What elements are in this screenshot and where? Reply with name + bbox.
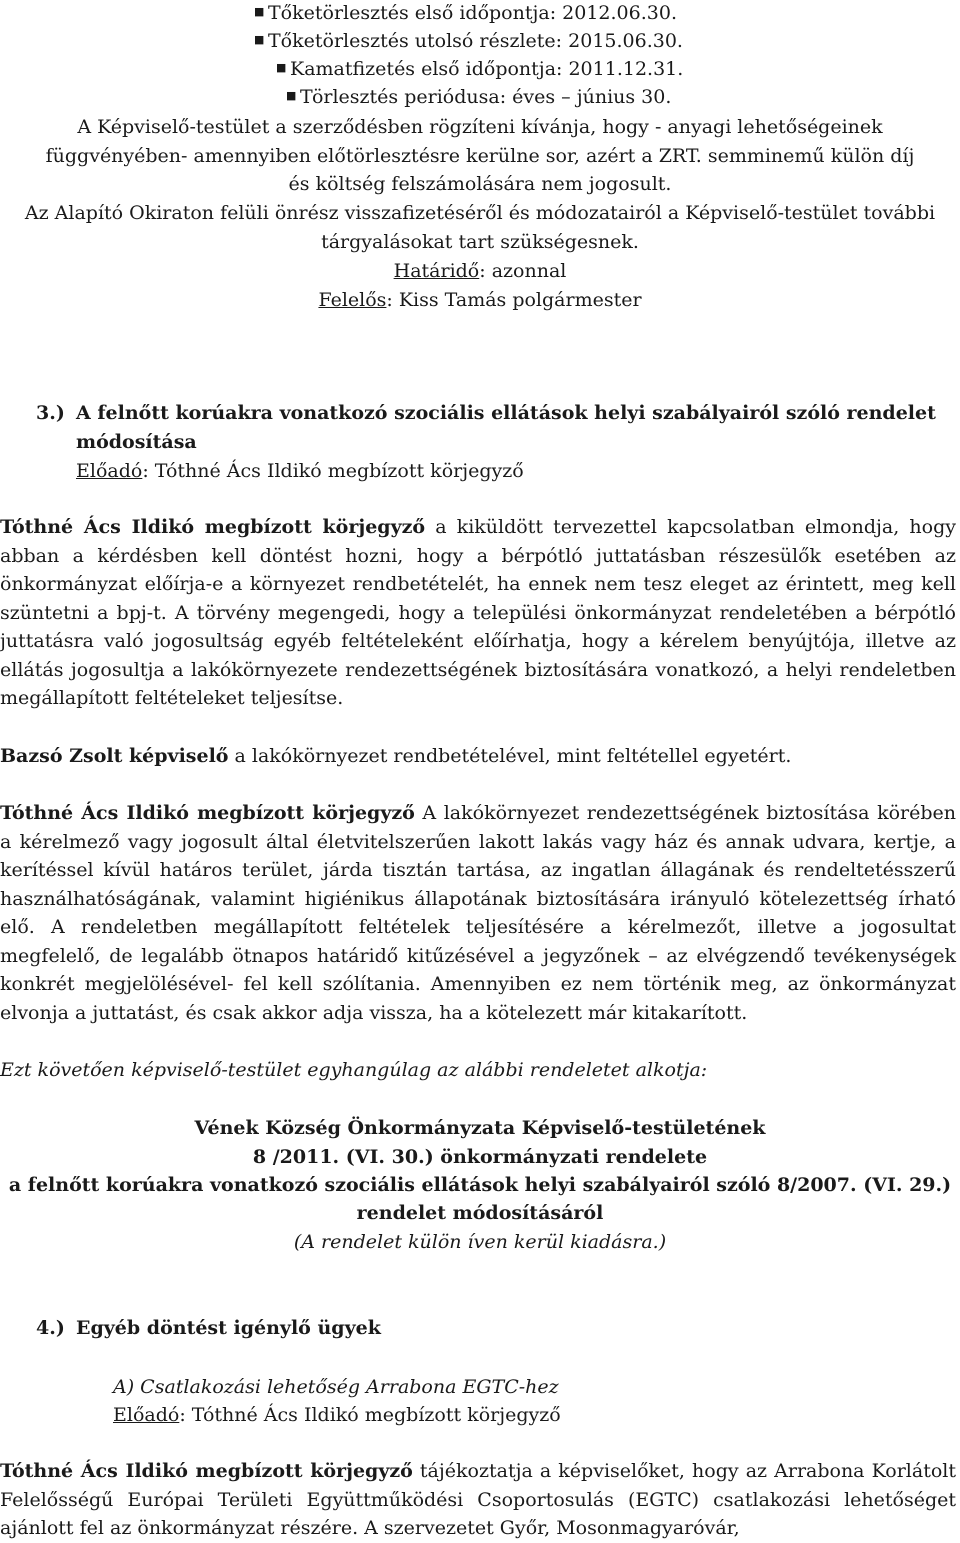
- bullet-label: Tőketörlesztés utolsó részlete:: [268, 30, 563, 52]
- paragraph-text: a kiküldött tervezettel kapcsolatban elmondja, hogy abban a kérdésben kell döntést hozni, hogy a bérpótló juttatásban részesülők esetében az önkormányzat előírja-e a környezet rendbetételét, ha ennek nem tesz eleget az érintett, meg kell szüntetni a bpj-t. A törvény megengedi, hogy a települési önkormányzat rendeletében a bérpótló juttatásra való jogosultság egyéb feltételeként előírhatja, hogy a kérelem benyújtója, illetve az ellátás jogosultja a lakókörnyezete rendezettségének biztosítására vonatkozó, a helyi rendeletben megállapított feltételeket teljesítse.: [0, 516, 956, 709]
- speaker-name: Tóthné Ács Ildikó megbízott körjegyző: [0, 802, 415, 824]
- paragraph-text: a lakókörnyezet rendbetételével, mint feltétellel egyetért.: [228, 745, 792, 767]
- decision-intro: Ezt követően képviselő-testület egyhangúlag az alábbi rendeletet alkotja:: [0, 1059, 708, 1081]
- bullet-item: [290, 56, 683, 82]
- paragraph-text: A lakókörnyezet rendezettségének biztosítása körében a kérelmező vagy jogosult által életvitelszerűen lakott lakás vagy ház és annak udvara, kertje, a kerítéssel kívül határos terület, járda tisztán tartása, az ingatlan állagának és rendeltetésszerű használhatóságának, valamint higiénikus állapotának biztosítására irányuló kötelezettség írható elő. A rendeletben megállapított feltételek teljesítésére a kérelmezőt, illetve a jogosultat megfelelő, de legalább ötnapos határidő kitűzésével a jegyzőnek – az elvégzendő tevékenységek konkrét megjelölésével- fel kell szólítania. Amennyiben ez nem történik meg, az önkormányzat elvonja a juttatást, és csak akkor adja vissza, ha a kötelezett már kitakarított.: [0, 802, 956, 1024]
- section3-title-line1: A felnőtt korúakra vonatkozó szociális ellátások helyi szabályairól szóló rendelet: [76, 402, 936, 424]
- regulation-title-line1: Vének Község Önkormányzata Képviselő-testületének: [194, 1117, 766, 1139]
- regulation-note: (A rendelet külön íven kerül kiadásra.): [293, 1231, 667, 1253]
- speaker-name: Tóthné Ács Ildikó megbízott körjegyző: [0, 1460, 413, 1482]
- section3-title: [76, 399, 956, 456]
- paragraph-text: tájékoztatja a képviselőket, hogy az Arrabona Korlátolt Felelősségű Európai Területi Együttműködési Csoportosulás (EGTC) csatlakozási lehetőséget ajánlott fel az önkormányzat részére. A szervezetet Győr, Mosonmagyaróvár,: [0, 1460, 956, 1539]
- bullet-label: Kamatfizetés első időpontja:: [290, 58, 563, 80]
- speaker-name: Bazsó Zsolt képviselő: [0, 745, 229, 767]
- deadline-line: [0, 257, 960, 286]
- presenter-label: Előadó: [113, 1404, 180, 1426]
- section4-title: Egyéb döntést igénylő ügyek: [76, 1317, 381, 1339]
- speaker-name: Tóthné Ács Ildikó megbízott körjegyző: [0, 516, 426, 538]
- bullet-item: [268, 28, 683, 54]
- bullet-label: Tőketörlesztés első időpontja:: [268, 2, 557, 24]
- responsible-label: Felelős: [318, 289, 387, 311]
- section3-paragraph-3: [0, 799, 956, 1027]
- regulation-title-line3: a felnőtt korúakra vonatkozó szociális ellátások helyi szabályairól szóló 8/2007. (VI. 29.): [8, 1174, 952, 1196]
- section4-presenter: [113, 1401, 561, 1430]
- bullet-value: éves – június 30.: [512, 86, 672, 108]
- bullet-value: 2015.06.30.: [568, 30, 683, 52]
- bullet-item: [300, 84, 671, 110]
- section3-presenter: [76, 457, 524, 486]
- presenter-value: : Tóthné Ács Ildikó megbízott körjegyző: [142, 460, 524, 482]
- section3-paragraph-1: [0, 513, 956, 713]
- section3-paragraph-2: [0, 742, 956, 771]
- bullet-label: Törlesztés periódusa:: [300, 86, 507, 108]
- top-paragraph-2: Az Alapító Okiraton felüli önrész visszafizetéséről és módozatairól a Képviselő-testület további tárgyalásokat tart szükségesnek.: [24, 202, 936, 253]
- responsible-value: : Kiss Tamás polgármester: [386, 289, 642, 311]
- section4-paragraph-1: [0, 1457, 956, 1543]
- top-paragraph-1: A Képviselő-testület a szerződésben rögzíteni kívánja, hogy - anyagi lehetőségeinek függvényében- amennyiben előtörlesztésre kerülne sor, azért a ZRT. semminemű külön díj és költség felszámolására nem jogosult.: [45, 116, 915, 195]
- presenter-label: Előadó: [76, 460, 143, 482]
- bullet-item: [268, 0, 677, 26]
- section3-number: 3.): [36, 402, 65, 424]
- presenter-value: : Tóthné Ács Ildikó megbízott körjegyző: [179, 1404, 561, 1426]
- regulation-title-line2: 8 /2011. (VI. 30.) önkormányzati rendelete: [252, 1146, 708, 1168]
- section4-subtitle: A) Csatlakozási lehetőség Arrabona EGTC-hez: [113, 1376, 559, 1398]
- regulation-title-line4: rendelet módosításáról: [356, 1202, 604, 1224]
- bullet-value: 2011.12.31.: [568, 58, 684, 80]
- section4-number: 4.): [36, 1317, 65, 1339]
- responsible-line: [0, 286, 960, 315]
- deadline-value: : azonnal: [479, 260, 567, 282]
- section3-title-line2: módosítása: [76, 430, 197, 453]
- deadline-label: Határidő: [393, 260, 480, 282]
- bullet-value: 2012.06.30.: [562, 2, 677, 24]
